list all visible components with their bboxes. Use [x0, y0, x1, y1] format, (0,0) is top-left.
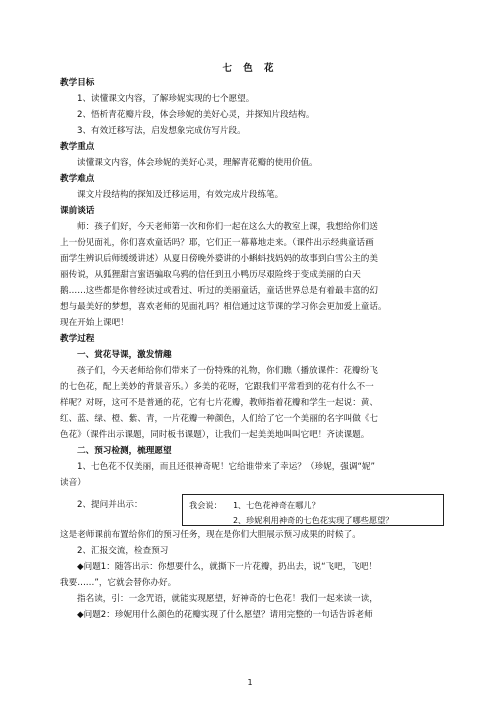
- i-can-say-box: [182, 494, 444, 526]
- part3-line: ◆问题2：珍妮用什么颜色的花瓣实现了什么愿望？请用完整的一句话告诉老师: [77, 610, 373, 620]
- question-prompt-label: 2、提问并出示：: [77, 500, 143, 510]
- part1-line: 红、蓝、绿、橙、紫、青，一片花瓣一种颜色，人们给了它一个美丽的名字叫做《七: [60, 414, 378, 424]
- goal-item: 2、悟析青花瓣片段，体会珍妮的美好心灵，并探知片段结构。: [77, 110, 315, 120]
- box-lead: 我会说：: [189, 500, 222, 510]
- talk-line: 丽传说，从狐狸甜言蜜语骗取乌鸦的信任到丑小鸭历尽艰险终于变成美丽的白天: [60, 270, 361, 280]
- after-box-text: 这是老师课前布置给你们的预习任务，现在是你们大胆展示预习成果的时候了。: [60, 530, 361, 540]
- goal-item: 3、有效迁移写法，启发想象完成仿写片段。: [77, 126, 246, 136]
- part2-question-line: 1、七色花不仅美丽，而且还很神奇呢！它给谁带来了幸运？（珍妮，强调“妮”: [77, 462, 375, 472]
- part3-line: 指名读，引：一念咒语，就能实现愿望，好神奇的七色花！我们一起来读一读，: [77, 594, 378, 604]
- process-heading: 教学过程: [60, 334, 95, 344]
- part1-line: 的七色花，配上美妙的背景音乐。）多美的花呀，它跟我们平常看到的花有什么不一: [60, 382, 374, 392]
- talk-line: 现在开始上课吧！: [60, 318, 129, 328]
- part3-heading: 2、汇报交流，检查预习: [77, 546, 169, 556]
- document-body: [60, 75, 444, 623]
- page-number: 1: [247, 678, 253, 687]
- box-question-2: 2、珍妮利用神奇的七色花实现了哪些愿望？: [233, 515, 394, 525]
- question-prompt-row: [60, 491, 444, 527]
- document-title: 七 色 花: [222, 63, 278, 74]
- part1-line: 色花》（课件出示课题，同时板书课题），让我们一起美美地叫叫它吧！齐读课题。: [60, 430, 370, 440]
- talk-line: 师：孩子们好，今天老师第一次和你们一起在这么大的教室上课，我想给你们送: [77, 222, 378, 232]
- goal-heading: 教学目标: [60, 78, 95, 88]
- part3-line: 我要……”，它就会替你办好。: [60, 578, 177, 588]
- talk-line: 面学生辨识后师缓缓讲述）从夏日傍晚外婆讲的小蝌蚪找妈妈的故事到白雪公主的美: [60, 254, 378, 264]
- key-text: 读懂课文内容，体会珍妮的美好心灵，理解青花瓣的使用价值。: [77, 158, 318, 168]
- part2-question-line: 读音）: [60, 478, 86, 488]
- part1-line: 孩子们，今天老师给你们带来了一份特殊的礼物，你们瞧（播放课件：花瓣纷飞: [77, 366, 378, 376]
- key-heading: 教学重点: [60, 142, 95, 152]
- goal-item: 1、读懂课文内容，了解珍妮实现的七个愿望。: [77, 94, 255, 104]
- part3-line: ◆问题1：随答出示：你想要什么，就撕下一片花瓣，扔出去，说“飞吧，飞吧！: [77, 562, 378, 572]
- talk-line: 上一份见面礼，你们喜欢童话吗？耶，它们正一幕幕地走来。（课件出示经典童话画: [60, 238, 374, 248]
- talk-line: 想与最美好的梦想，喜欢老师的见面礼吗？相信通过这节课的学习你会更加爱上童话。: [60, 302, 387, 312]
- talk-line: 鹅……这些都是你曾经读过或看过、听过的美丽童话，童话世界总是有着最丰富的幻: [60, 286, 378, 296]
- difficulty-heading: 教学难点: [60, 174, 95, 184]
- pre-class-talk-heading: 课前谈话: [60, 206, 95, 216]
- part2-heading: 二、预习检测，梳理愿望: [77, 446, 172, 456]
- difficulty-text: 课文片段结构的探知及迁移运用，有效完成片段练笔。: [77, 190, 284, 200]
- part1-line: 样呢？对呀，这可不是普通的花，它有七片花瓣，教师指着花瓣和学生一起说：黄、: [60, 398, 378, 408]
- box-question-1: 1、七色花神奇在哪儿？: [233, 500, 320, 510]
- part1-heading: 一、赏花导课，激发情趣: [77, 350, 172, 360]
